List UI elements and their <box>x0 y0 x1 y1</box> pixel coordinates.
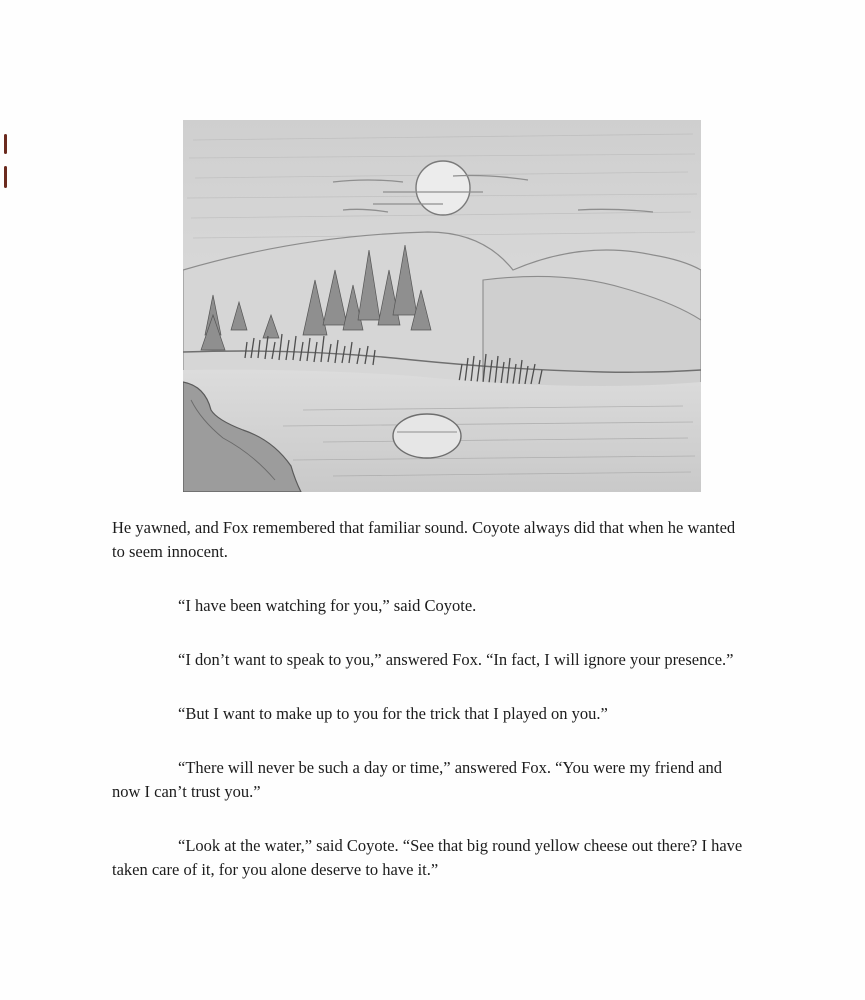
moon <box>416 161 470 215</box>
paragraph-watching: “I have been watching for you,” said Coyote. <box>178 596 477 615</box>
paragraph-ignore: “I don’t want to speak to you,” answered Fox. “In fact, I will ignore your presence.” <box>178 650 734 669</box>
paragraph-yawned: He yawned, and Fox remembered that familiar sound. Coyote always did that when he wanted to seem innocent. <box>112 518 736 561</box>
story-text <box>112 516 752 912</box>
binding-mark <box>4 134 7 154</box>
paragraph-trust: “There will never be such a day or time,” answered Fox. “You were my friend and now I can’t trust you.” <box>112 758 723 801</box>
paragraph-cheese: “Look at the water,” said Coyote. “See that big round yellow cheese out there? I have taken care of it, for you alone deserve to have it.” <box>112 836 743 879</box>
binding-mark <box>4 166 7 188</box>
paragraph-make-up: “But I want to make up to you for the trick that I played on you.” <box>178 704 608 723</box>
moon-reflection <box>393 414 461 458</box>
pencil-illustration <box>183 120 701 492</box>
landscape-sketch <box>183 120 701 492</box>
